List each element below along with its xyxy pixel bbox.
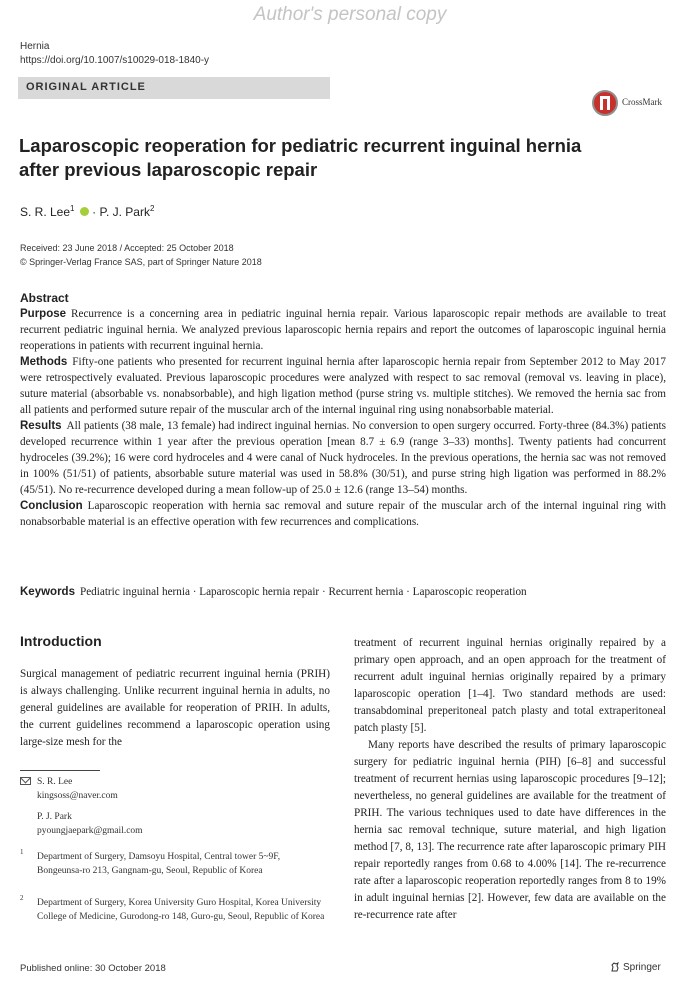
affiliation-marker: 1: [70, 204, 75, 213]
article-type-band: [18, 77, 330, 99]
keywords-text: Pediatric inguinal hernia · Laparoscopic hernia repair · Recurrent hernia · Laparoscopic reoperation: [79, 586, 527, 598]
affiliation-number: 1: [20, 848, 24, 856]
section-text: Fifty-one patients who presented for recurrent inguinal hernia after laparoscopic hernia repair from September 2012 to May 2017 were retrospectively evaluated. Previous laparoscopic procedures were analyzed with respect to sac removal (removal vs. leaving in place), suture material (absorbable vs. nonabsorbable), and high ligation method (purse string vs. multiple stitches). We removed the hernia sac from all patients and performed suture repair of the muscular arch of the internal inguinal ring using nonabsorbable material.: [20, 356, 666, 416]
abstract-conclusion: [20, 498, 666, 530]
section-label: Conclusion: [20, 500, 83, 512]
received-accepted: Received: 23 June 2018 / Accepted: 25 October 2018: [20, 243, 234, 253]
article-title: Laparoscopic reoperation for pediatric recurrent inguinal hernia after previous laparoscopic repair: [19, 135, 582, 180]
abstract-purpose: [20, 306, 666, 354]
publisher-name: Springer: [623, 962, 661, 973]
keywords-label: Keywords: [20, 586, 75, 598]
intro-right-column: [354, 635, 666, 924]
copyright-line: © Springer-Verlag France SAS, part of Springer Nature 2018: [20, 257, 262, 267]
author-name[interactable]: P. J. Park: [99, 205, 150, 219]
intro-left-column: Surgical management of pediatric recurrent inguinal hernia (PRIH) is always challenging. Unlike recurrent inguinal hernia in adults, no general guidelines are available for reoperation of PRIH. In adults, the current guidelines recommend a laparoscopic operation using large-size mesh for the: [20, 668, 330, 748]
affiliation-number: 2: [20, 894, 24, 902]
springer-horse-icon: [610, 962, 620, 972]
publisher-logo: [610, 962, 661, 973]
author-separator: ·: [88, 205, 100, 219]
article-dates: [20, 241, 262, 269]
journal-name: Hernia: [20, 41, 50, 52]
crossmark-icon[interactable]: [592, 90, 618, 116]
abstract-heading: Abstract: [20, 291, 69, 305]
published-date: Published online: 30 October 2018: [20, 963, 166, 974]
watermark-text: Author's personal copy: [253, 4, 447, 25]
article-type-label: ORIGINAL ARTICLE: [26, 81, 146, 93]
author-name[interactable]: S. R. Lee: [20, 205, 71, 219]
contact-email[interactable]: pyoungjaepark@gmail.com: [37, 826, 143, 836]
intro-paragraph: Many reports have described the results of primary laparoscopic surgery for pediatric inguinal hernia (PIH) [6–8] and successful treatment of recurrent hernias using laparoscopic procedures [9–12]; nevertheless, no general guidelines are available for the treatment of PRIH. The various techniques used to date have differences in the hernia sac removal technique, suture material, and high ligation method [7, 8, 13]. The recurrence rate after laparoscopic primary PIH repair reportedly ranges from 0.68 to 4.00% [14]. The re-recurrence rate after a laparoscopic reoperation reportedly ranges from 8 to 19% in adult inguinal hernias [2]. However, few data are available on the re-recurrence rate after: [354, 739, 666, 921]
intro-paragraph: treatment of recurrent inguinal hernias originally repaired by a primary open approach, and an open approach for the treatment of recurrent adult inguinal hernias originally repaired by a primary laparoscopic operation [1–4]. Two standard methods are used: transabdominal preperitoneal patch plasty and total extraperitoneal patch plasty [5].: [354, 637, 666, 734]
section-label: Purpose: [20, 308, 67, 320]
contact-email[interactable]: kingsoss@naver.com: [37, 791, 118, 801]
abstract-body: [20, 306, 666, 530]
abstract-results: [20, 418, 666, 498]
contact-name: S. R. Lee: [37, 777, 73, 787]
affiliation: Department of Surgery, Korea University Guro Hospital, Korea University College of Medicine, Gurodong-ro 148, Guro-gu, Seoul, Republic of Korea: [37, 898, 325, 922]
section-text: Recurrence is a concerning area in pediatric inguinal hernia repair. Various laparoscopic repair methods are available to treat recurrent pediatric inguinal hernia. We analyzed previous laparoscopic hernia repairs and report the outcomes of laparoscopic inguinal hernia reoperations in patients with recurrent inguinal hernia.: [20, 308, 666, 352]
mail-icon: [20, 777, 31, 785]
section-text: All patients (38 male, 13 female) had indirect inguinal hernias. No conversion to open surgery occurred. Forty-three (84.3%) patients developed recurrence within 1 year after the previous operation [mean 8.7 ± 6.9 (range 3–33) months]. Twenty patients had concurrent hydroceles (39.2%); 16 were cord hydroceles and 4 were canal of Nuck hydroceles. In the previous operations, the hernia sac was not removed in 100% (51/51) of patients, absorbable suture material was used in 58.8% (30/51), and purse string high ligation was performed in 88.2% (45/51). No re-recurrence developed during a mean follow-up of 25.0 ± 12.6 (range 13–54) months.: [20, 420, 666, 496]
contact-name: P. J. Park: [37, 812, 72, 822]
section-text: Laparoscopic reoperation with hernia sac removal and suture repair of the muscular arch of the internal inguinal ring with nonabsorbable material is an effective operation with few recurrences and complications.: [20, 500, 666, 528]
section-label: Methods: [20, 356, 68, 368]
keywords: [20, 586, 527, 598]
orcid-icon[interactable]: [80, 207, 89, 216]
affiliation: Department of Surgery, Damsoyu Hospital, Central tower 5~9F, Bongeunsa-ro 213, Gangnam-gu, Seoul, Republic of Korea: [37, 852, 281, 876]
doi-link[interactable]: https://doi.org/10.1007/s10029-018-1840-y: [20, 55, 210, 66]
introduction-heading: Introduction: [20, 633, 102, 649]
abstract-methods: [20, 354, 666, 418]
section-label: Results: [20, 420, 62, 432]
footnote-divider: [20, 770, 100, 771]
author-list: [20, 204, 154, 219]
crossmark-label[interactable]: CrossMark: [622, 97, 662, 107]
affiliation-marker: 2: [149, 204, 155, 213]
